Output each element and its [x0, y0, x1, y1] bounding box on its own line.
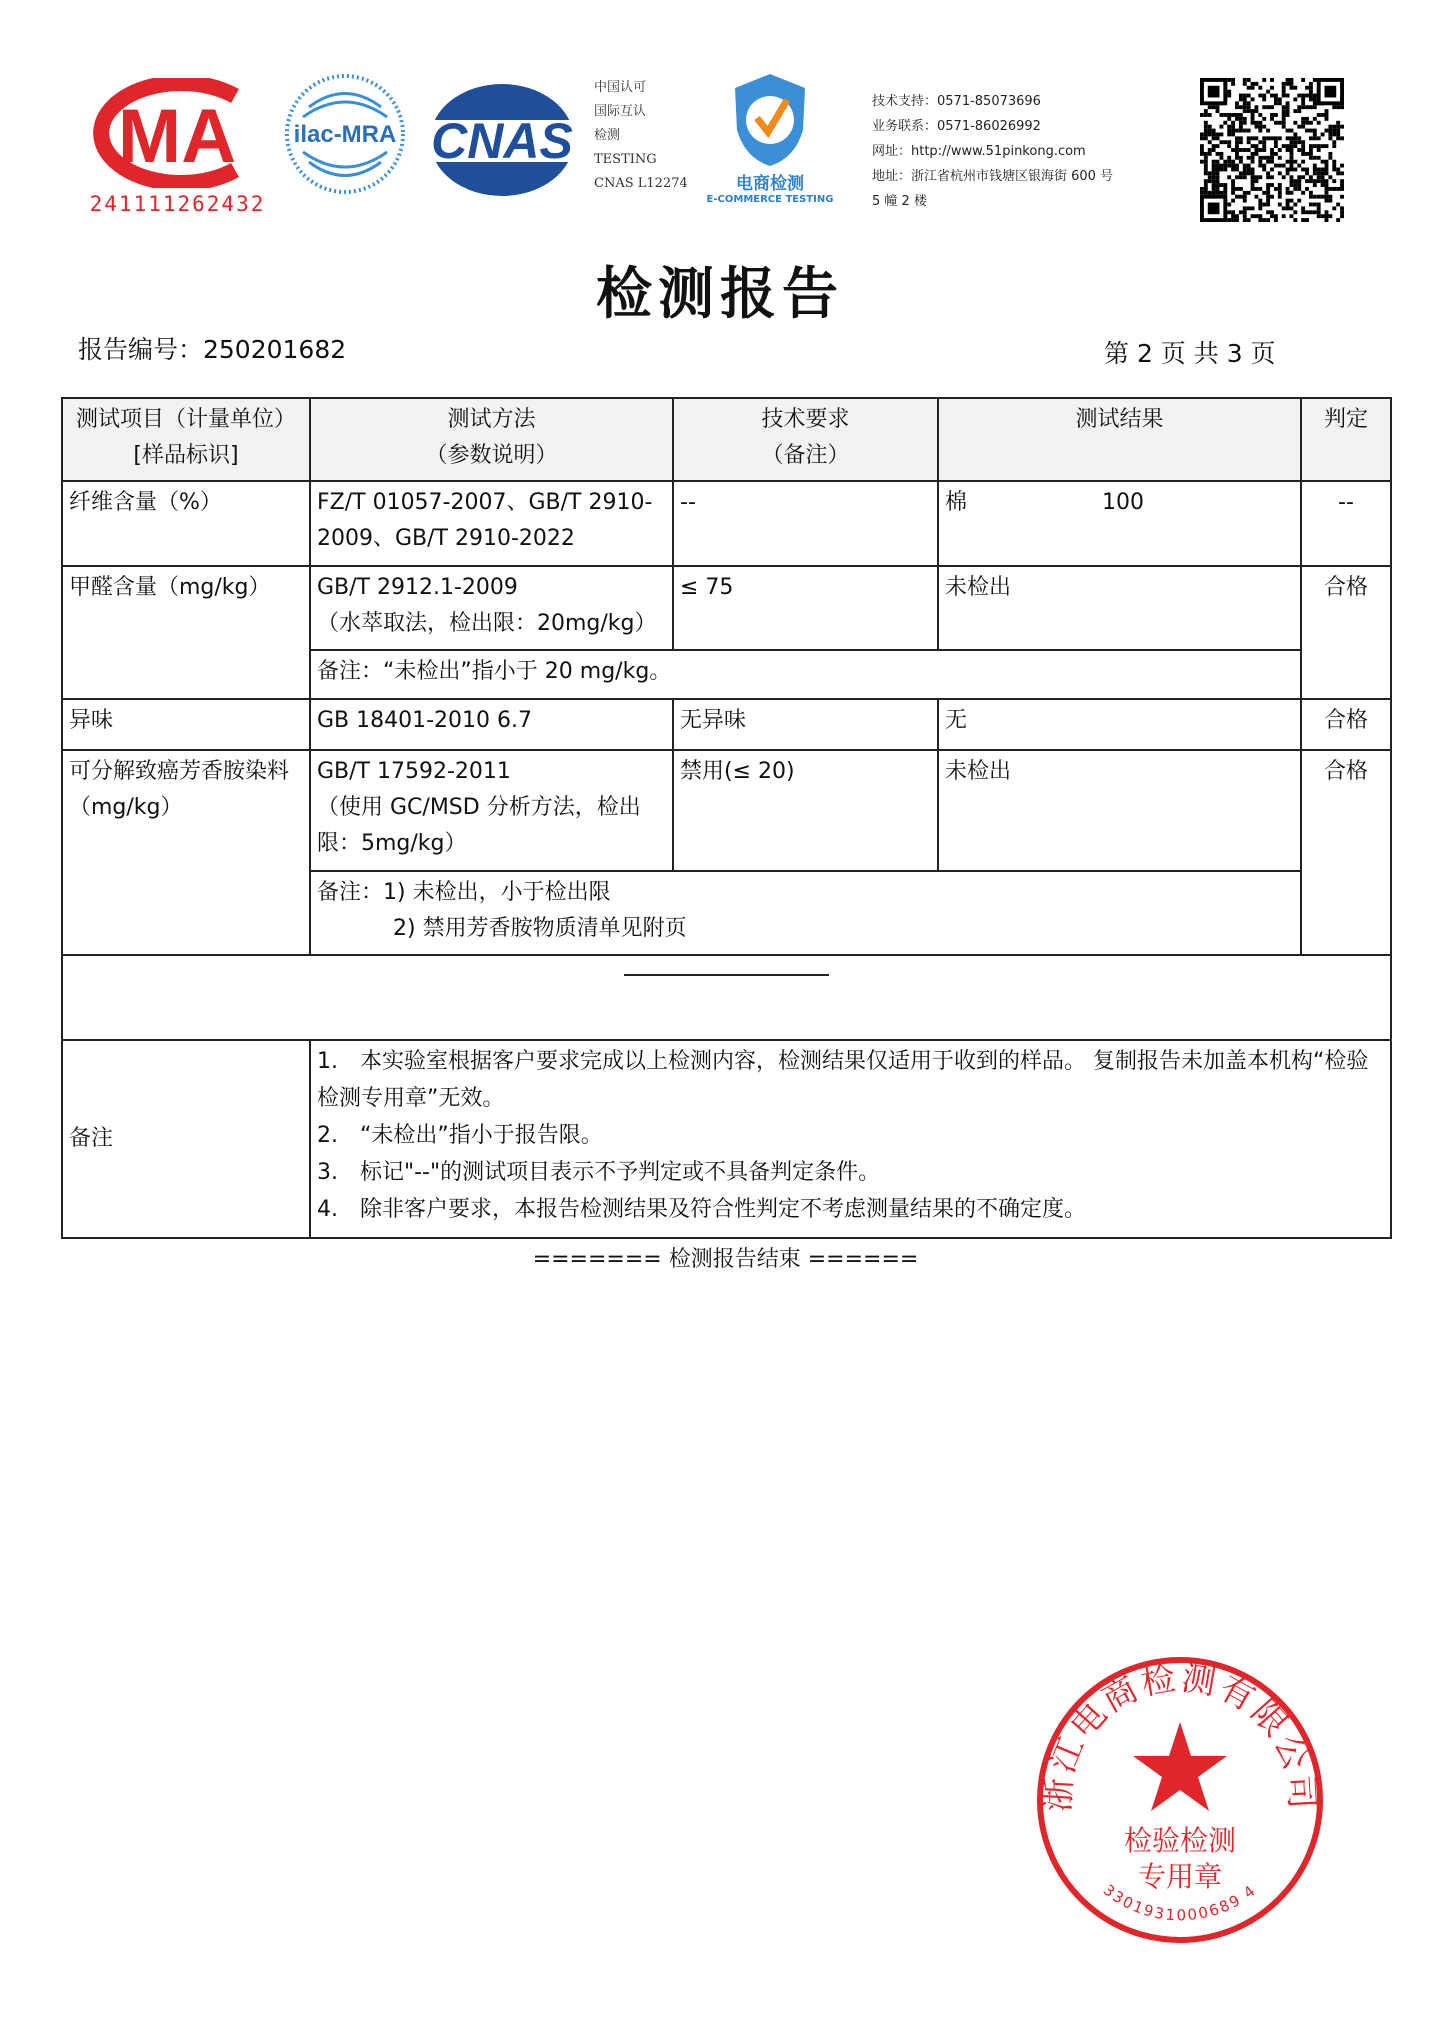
svg-text:ilac-MRA: ilac-MRA	[293, 121, 397, 148]
cell-method: GB 18401-2010 6.7	[310, 699, 673, 750]
brand-name: 电商检测	[736, 174, 804, 194]
cnas-accreditation-text	[594, 76, 688, 196]
cma-number: 241111262432	[89, 192, 266, 216]
blank-cell	[62, 955, 1391, 1040]
page-title: 检测报告	[596, 261, 844, 327]
cell-requirement: --	[673, 481, 938, 566]
header-method: 测试方法 （参数说明）	[310, 398, 673, 481]
header-item: 测试项目（计量单位） [样品标识]	[62, 398, 310, 481]
cell-verdict: --	[1301, 481, 1391, 566]
cma-logo	[85, 78, 270, 218]
page-number: 第 2 页 共 3 页	[1104, 339, 1276, 368]
cell-result: 未检出	[938, 750, 1301, 871]
table-row	[62, 699, 1391, 750]
contact-line: 5 幢 2 楼	[872, 194, 927, 209]
contact-line: 地址：浙江省杭州市钱塘区银海街 600 号	[872, 169, 1114, 184]
cell-method: FZ/T 01057-2007、GB/T 2910-2009、GB/T 2910-2022	[310, 481, 673, 566]
remarks-row	[62, 1040, 1391, 1238]
svg-text:3301931000689 4: 3301931000689 4	[1099, 1880, 1261, 1925]
cnas-line: TESTING	[594, 152, 657, 167]
svg-text:检验检测: 检验检测	[1123, 1824, 1237, 1857]
header-verdict: 判定	[1301, 398, 1391, 481]
cell-item: 甲醛含量（mg/kg）	[62, 566, 310, 699]
report-body	[61, 397, 1390, 1275]
table-row	[62, 750, 1391, 871]
report-end-marker: ======= 检测报告结束 ======	[532, 1247, 919, 1272]
cell-note: 备注：1) 未检出，小于检出限 2) 禁用芳香胺物质清单见附页	[310, 871, 1301, 955]
cnas-logo	[425, 80, 580, 200]
report-number: 报告编号：250201682	[78, 335, 347, 364]
cell-verdict: 合格	[1301, 750, 1391, 955]
cell-result: 棉 100	[938, 481, 1301, 566]
svg-text:MA: MA	[117, 94, 237, 179]
cell-requirement: 无异味	[673, 699, 938, 750]
cell-method: GB/T 17592-2011 （使用 GC/MSD 分析方法，检出限：5mg/kg）	[310, 750, 673, 871]
remarks-label: 备注	[62, 1040, 310, 1238]
qr-code[interactable]	[1200, 76, 1344, 224]
remarks-cell	[310, 1040, 1391, 1238]
ecommerce-testing-logo	[695, 70, 845, 210]
cell-verdict: 合格	[1301, 699, 1391, 750]
svg-text:专用章: 专用章	[1137, 1860, 1223, 1893]
cell-method: GB/T 2912.1-2009 （水萃取法，检出限：20mg/kg）	[310, 566, 673, 650]
remark-item: 2. “未检出”指小于报告限。	[317, 1123, 603, 1148]
header-result: 测试结果	[938, 398, 1301, 481]
table-blank-row	[62, 955, 1391, 1040]
results-table	[61, 397, 1392, 1239]
remark-item: 3. 标记"--"的测试项目表示不予判定或不具备判定条件。	[317, 1160, 881, 1185]
brand-sub: E-COMMERCE TESTING	[706, 194, 834, 205]
cell-item: 可分解致癌芳香胺染料（mg/kg）	[62, 750, 310, 955]
cnas-line: 检测	[594, 128, 621, 143]
table-header-row	[62, 398, 1391, 481]
cell-item: 异味	[62, 699, 310, 750]
svg-text:浙江电商检测有限公司: 浙江电商检测有限公司	[1038, 1658, 1322, 1814]
cell-note: 备注：“未检出”指小于 20 mg/kg。	[310, 650, 1301, 699]
table-row	[62, 566, 1391, 650]
star-icon	[1133, 1722, 1227, 1811]
company-seal-stamp	[1030, 1650, 1330, 1950]
cell-requirement: ≤ 75	[673, 566, 938, 650]
cell-result: 未检出	[938, 566, 1301, 650]
header-requirement: 技术要求 （备注）	[673, 398, 938, 481]
svg-text:CNAS: CNAS	[431, 113, 573, 169]
ilac-mra-logo	[283, 72, 407, 197]
cell-item: 纤维含量（%）	[62, 481, 310, 566]
shield-check-icon	[715, 70, 825, 170]
contact-info	[872, 89, 1113, 214]
remark-item: 4. 除非客户要求，本报告检测结果及符合性判定不考虑测量结果的不确定度。	[317, 1197, 1086, 1222]
cnas-line: 国际互认	[594, 104, 647, 119]
contact-line: 业务联系：0571-86026992	[872, 119, 1041, 134]
cell-verdict: 合格	[1301, 566, 1391, 699]
cnas-line: 中国认可	[594, 80, 647, 95]
table-row	[62, 481, 1391, 566]
cell-requirement: 禁用(≤ 20)	[673, 750, 938, 871]
cell-result: 无	[938, 699, 1301, 750]
end-divider	[624, 974, 829, 976]
contact-line: 技术支持：0571-85073696	[872, 94, 1041, 109]
cnas-line: CNAS L12274	[594, 176, 688, 191]
contact-line[interactable]: 网址：http://www.51pinkong.com	[872, 144, 1086, 159]
remark-item: 1. 本实验室根据客户要求完成以上检测内容，检测结果仅适用于收到的样品。 复制报告未加盖本机构“检验检测专用章”无效。	[317, 1049, 1369, 1111]
